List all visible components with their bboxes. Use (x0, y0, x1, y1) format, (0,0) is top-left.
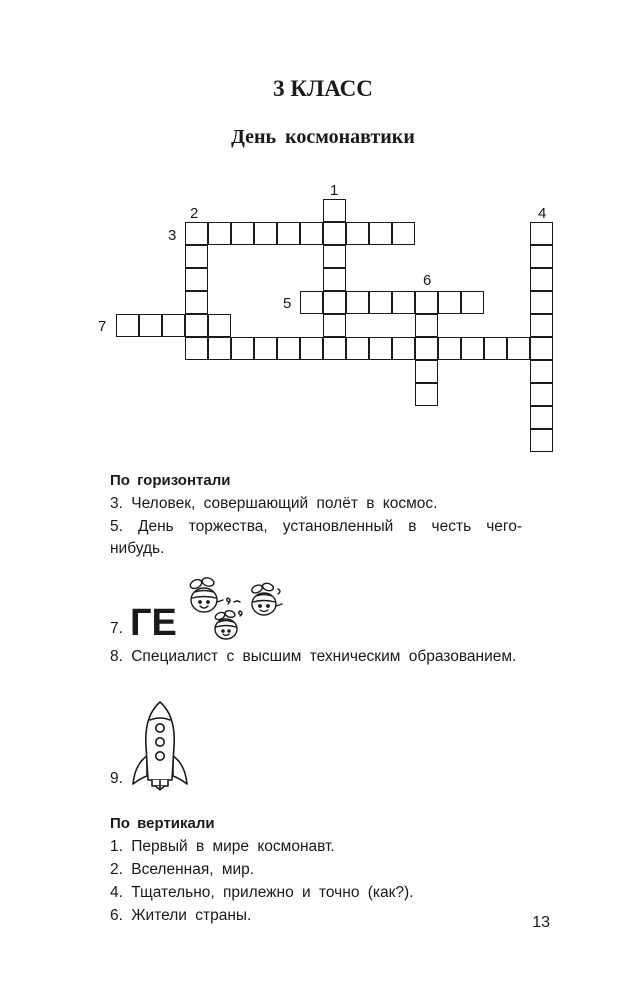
crossword-cell[interactable] (300, 337, 323, 360)
crossword-cell[interactable] (392, 291, 415, 314)
crossword-cell[interactable] (323, 268, 346, 291)
page-subtitle: День космонавтики (231, 126, 415, 148)
across-clue-5: 5. День торжества, установленный в честь чего-нибудь. (110, 518, 522, 557)
crossword-cell[interactable] (323, 291, 346, 314)
crossword-cell[interactable] (185, 222, 208, 245)
crossword-cell[interactable] (369, 291, 392, 314)
crossword-grid (0, 0, 618, 440)
crossword-cell[interactable] (461, 337, 484, 360)
crossword-cell[interactable] (162, 314, 185, 337)
crossword-cell[interactable] (300, 291, 323, 314)
across-heading: По горизонтали (110, 472, 231, 489)
crossword-cell[interactable] (254, 222, 277, 245)
crossword-cell[interactable] (300, 222, 323, 245)
crossword-cell[interactable] (323, 245, 346, 268)
crossword-cell[interactable] (185, 291, 208, 314)
crossword-cell[interactable] (530, 222, 553, 245)
down-clue-6: 6. Жители страны. (110, 907, 252, 924)
crossword-cell[interactable] (323, 199, 346, 222)
across-clue-7-text: ГЕ (130, 602, 177, 644)
crossword-cell[interactable] (530, 314, 553, 337)
clue-number-7: 7 (98, 318, 107, 335)
clue-number-5: 5 (283, 295, 292, 312)
crossword-cell[interactable] (277, 222, 300, 245)
crossword-cell[interactable] (530, 291, 553, 314)
crossword-cell[interactable] (208, 222, 231, 245)
crossword-cell[interactable] (438, 337, 461, 360)
bee-icon (189, 577, 223, 612)
across-clue-3: 3. Человек, совершающий полёт в космос. (110, 495, 438, 512)
crossword-cell[interactable] (415, 337, 438, 360)
crossword-cell[interactable] (323, 337, 346, 360)
across-clue-8: 8. Специалист с высшим техническим образованием. (110, 648, 517, 665)
down-clue-1: 1. Первый в мире космонавт. (110, 838, 335, 855)
across-clue-7-label: 7. (110, 620, 123, 637)
crossword-cell[interactable] (208, 314, 231, 337)
crossword-cell[interactable] (139, 314, 162, 337)
crossword-cell[interactable] (185, 314, 208, 337)
crossword-cell[interactable] (323, 222, 346, 245)
crossword-cell[interactable] (185, 245, 208, 268)
crossword-cell[interactable] (277, 337, 300, 360)
crossword-cell[interactable] (507, 337, 530, 360)
crossword-cell[interactable] (530, 360, 553, 383)
crossword-cell[interactable] (415, 291, 438, 314)
crossword-cell[interactable] (530, 383, 553, 406)
down-clue-2: 2. Вселенная, мир. (110, 861, 255, 878)
clue-number-6: 6 (423, 272, 432, 289)
crossword-cell[interactable] (323, 314, 346, 337)
crossword-cell[interactable] (392, 222, 415, 245)
crossword-cell[interactable] (438, 291, 461, 314)
crossword-cell[interactable] (208, 337, 231, 360)
crossword-cell[interactable] (415, 314, 438, 337)
page-number: 13 (532, 914, 550, 931)
crossword-cell[interactable] (116, 314, 139, 337)
crossword-cell[interactable] (461, 291, 484, 314)
crossword-cell[interactable] (185, 337, 208, 360)
crossword-cell[interactable] (530, 245, 553, 268)
down-heading: По вертикали (110, 815, 215, 832)
crossword-cell[interactable] (415, 360, 438, 383)
bee-icon (251, 582, 282, 615)
across-clue-9-label: 9. (110, 770, 123, 787)
crossword-cell[interactable] (369, 337, 392, 360)
crossword-cell[interactable] (231, 222, 254, 245)
bee-icon (214, 610, 237, 639)
crossword-cell[interactable] (346, 222, 369, 245)
crossword-cell[interactable] (346, 291, 369, 314)
crossword-cell[interactable] (254, 337, 277, 360)
clue-number-2: 2 (190, 205, 199, 222)
clue-number-3: 3 (168, 227, 177, 244)
crossword-cell[interactable] (484, 337, 507, 360)
rocket-icon (130, 700, 190, 792)
crossword-cell[interactable] (369, 222, 392, 245)
crossword-cell[interactable] (415, 383, 438, 406)
crossword-cell[interactable] (530, 429, 553, 452)
page-title: 3 КЛАСС (273, 76, 373, 101)
crossword-cell[interactable] (530, 268, 553, 291)
crossword-cell[interactable] (231, 337, 254, 360)
crossword-cell[interactable] (346, 337, 369, 360)
crossword-cell[interactable] (392, 337, 415, 360)
bees-icon (180, 572, 295, 642)
crossword-cell[interactable] (530, 406, 553, 429)
clue-number-4: 4 (538, 205, 547, 222)
down-clue-4: 4. Тщательно, прилежно и точно (как?). (110, 884, 414, 901)
clue-number-1: 1 (330, 182, 339, 199)
crossword-cell[interactable] (185, 268, 208, 291)
crossword-cell[interactable] (530, 337, 553, 360)
